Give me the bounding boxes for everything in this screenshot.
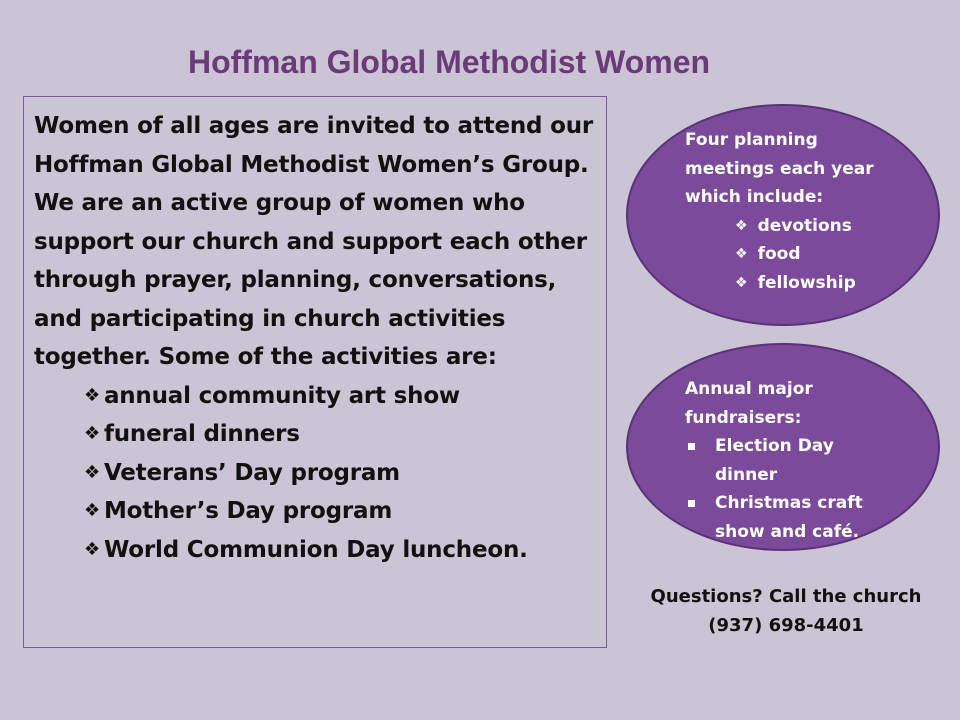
list-item xyxy=(735,240,885,269)
diamond-bullet-icon: ❖ xyxy=(84,538,100,560)
diamond-bullet-icon: ❖ xyxy=(735,274,748,291)
diamond-bullet-icon: ❖ xyxy=(84,461,100,483)
activity-label: World Communion Day luncheon. xyxy=(103,536,528,563)
fundraiser-label: Election Day dinner xyxy=(715,436,834,485)
planning-list xyxy=(685,212,885,298)
contact-question: Questions? Call the church xyxy=(650,586,922,607)
list-item xyxy=(685,432,885,489)
fundraiser-label: Christmas craft show and café. xyxy=(715,493,863,542)
invitation-box xyxy=(23,96,607,648)
list-item xyxy=(84,377,596,416)
contact-phone: (937) 698-4401 xyxy=(708,615,864,636)
list-item xyxy=(84,454,596,493)
planning-meetings-oval xyxy=(626,104,940,326)
diamond-bullet-icon: ❖ xyxy=(735,246,748,262)
square-bullet-icon xyxy=(688,500,695,507)
fundraisers-heading: Annual major fundraisers: xyxy=(685,379,813,428)
diamond-bullet-icon: ❖ xyxy=(84,500,100,521)
planning-heading: Four planning meetings each year which include: xyxy=(685,130,874,207)
list-item xyxy=(84,492,596,531)
diamond-bullet-icon: ❖ xyxy=(84,423,100,444)
contact-info xyxy=(626,582,946,640)
activity-label: funeral dinners xyxy=(103,421,300,447)
planning-item-label: fellowship xyxy=(757,272,856,293)
invitation-text: Women of all ages are invited to attend our Hoffman Global Methodist Women’s Group. We are an active group of women who support our church and support each other through prayer, planning, conversations, and participating in church activities together. Some of the activities are: xyxy=(34,113,594,370)
list-item xyxy=(685,489,885,546)
list-item xyxy=(84,531,596,570)
list-item xyxy=(84,415,596,454)
diamond-bullet-icon: ❖ xyxy=(84,384,100,406)
square-bullet-icon xyxy=(688,443,695,450)
activities-list xyxy=(34,377,596,570)
page-title: Hoffman Global Methodist Women xyxy=(187,44,711,80)
fundraisers-list xyxy=(685,432,885,546)
planning-item-label: devotions xyxy=(757,215,852,236)
diamond-bullet-icon: ❖ xyxy=(735,217,748,234)
list-item xyxy=(735,212,885,241)
planning-item-label: food xyxy=(757,244,801,264)
activity-label: annual community art show xyxy=(103,382,460,409)
activity-label: Mother’s Day program xyxy=(103,498,393,524)
fundraisers-oval xyxy=(626,343,940,551)
activity-label: Veterans’ Day program xyxy=(103,459,400,486)
list-item xyxy=(735,269,885,298)
